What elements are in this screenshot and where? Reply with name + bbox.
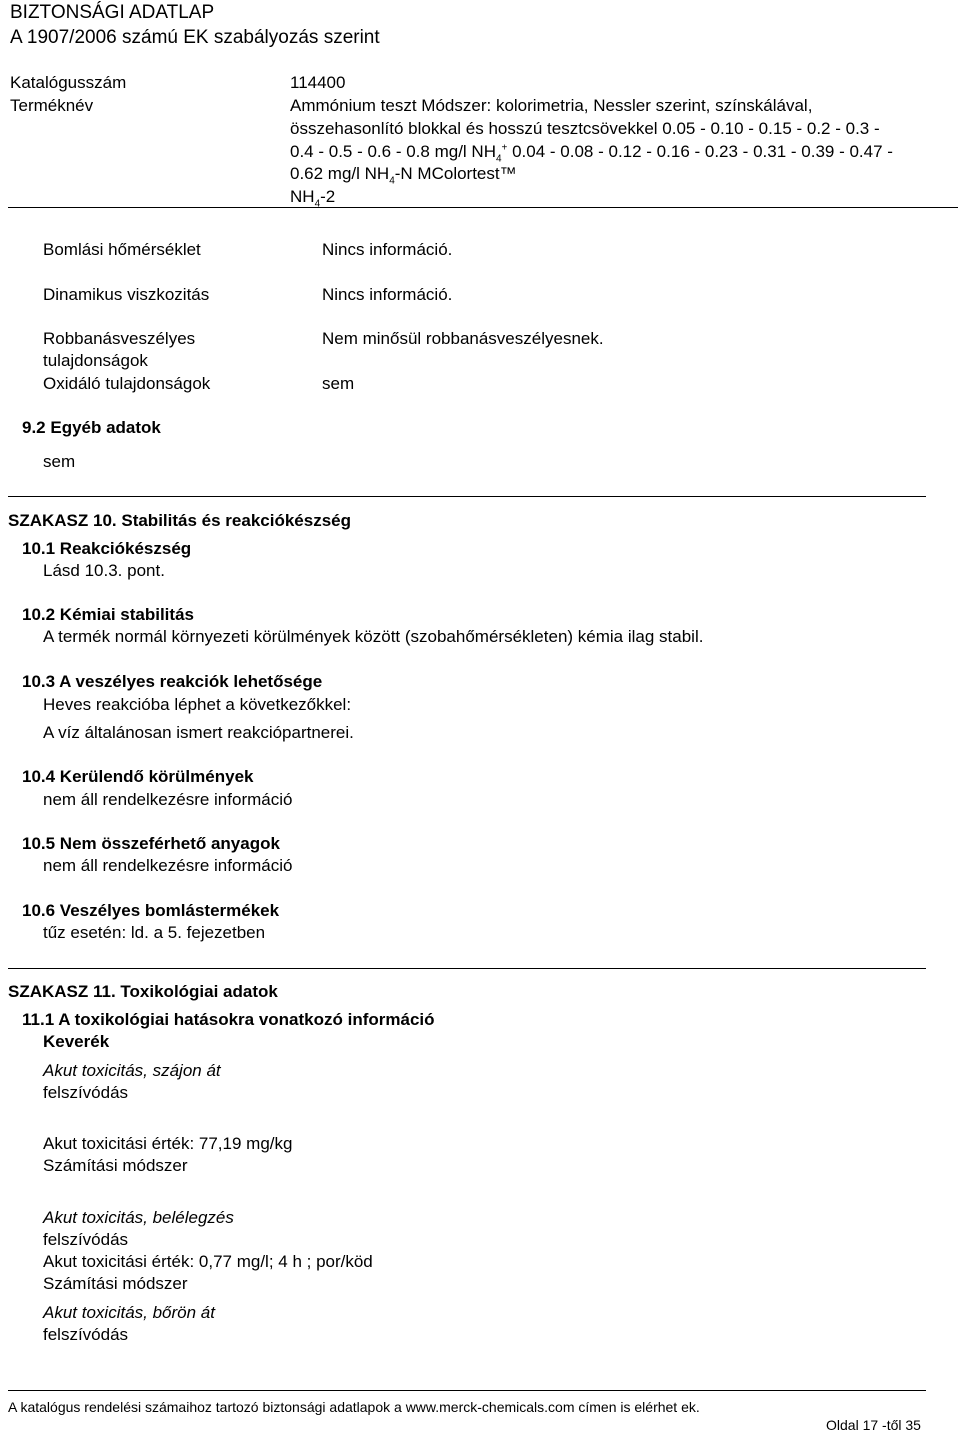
footer-divider [8, 1390, 926, 1391]
subsection-heading: 10.6 Veszélyes bomlástermékek [22, 901, 280, 920]
subsection-heading: 10.4 Kerülendő körülmények [22, 767, 254, 786]
subsection-heading: 10.5 Nem összeférhető anyagok [22, 834, 280, 853]
subsection-text: nem áll rendelkezésre információ [43, 856, 293, 875]
regulation-subtitle: A 1907/2006 számú EK szabályozás szerint [10, 27, 380, 48]
toxicity-method: Számítási módszer [43, 1274, 188, 1293]
toxicity-text: felszívódás [43, 1325, 129, 1344]
subsection-heading: 10.3 A veszélyes reakciók lehetősége [22, 672, 323, 691]
property-label: Dinamikus viszkozitás [43, 285, 210, 304]
section-divider [8, 496, 926, 497]
property-value: sem [322, 374, 355, 393]
property-value: Nincs információ. [322, 240, 453, 259]
toxicity-value: Akut toxicitási érték: 77,19 mg/kg [43, 1134, 293, 1153]
subsection-text: Lásd 10.3. pont. [43, 561, 165, 580]
product-name-line-4: 0.62 mg/l $NH_4-N$ MColortest™ [290, 164, 517, 187]
toxicity-title: Akut toxicitás, szájon át [43, 1061, 221, 1080]
property-value: Nem minősül robbanásveszélyesnek. [322, 329, 604, 348]
section-text: sem [43, 452, 76, 471]
footer-note: A katalógus rendelési számaihoz tartozó biztonsági adatlapok a www.merck-chemicals.com címen is elérhet ek. [8, 1399, 700, 1415]
page-number: Oldal 17 -től 35 [826, 1417, 921, 1433]
subsection-text: tűz esetén: ld. a 5. fejezetben [43, 923, 266, 942]
subsection-text: A termék normál környezeti körülmények között (szobahőmérsékleten) kémia ilag stabil. [43, 627, 704, 646]
toxicity-text: felszívódás [43, 1230, 129, 1249]
catalog-value: 114400 [290, 73, 346, 92]
subsection-heading: 10.1 Reakciókészség [22, 539, 192, 558]
header-divider [8, 207, 958, 208]
subsection-heading: 10.2 Kémiai stabilitás [22, 605, 194, 624]
property-value: Nincs információ. [322, 285, 453, 304]
section-heading: 9.2 Egyéb adatok [22, 418, 161, 437]
property-label: tulajdonságok [43, 351, 148, 370]
section-title: SZAKASZ 10. Stabilitás és reakciókészség [8, 511, 351, 530]
product-name-line-3: 0.4 - 0.5 - 0.6 - 0.8 mg/l $NH_4^+$ 0.04 - 0.08 - 0.12 - 0.16 - 0.23 - 0.31 - 0.39 - 0.47 - [290, 142, 893, 165]
section-title: SZAKASZ 11. Toxikológiai adatok [8, 982, 278, 1001]
toxicity-method: Számítási módszer [43, 1156, 188, 1175]
product-name-line-2: összehasonlító blokkal és hosszú tesztcsövekkel 0.05 - 0.10 - 0.15 - 0.2 - 0.3 - [290, 119, 880, 138]
section-divider [8, 968, 926, 969]
mixture-label: Keverék [43, 1032, 110, 1051]
property-label: Oxidáló tulajdonságok [43, 374, 211, 393]
product-name-line-5: $NH_4-2$ [290, 187, 336, 210]
toxicity-title: Akut toxicitás, bőrön át [43, 1303, 215, 1322]
property-label: Bomlási hőmérséklet [43, 240, 201, 259]
product-name-line-1: Ammónium teszt Módszer: kolorimetria, Nessler szerint, színskálával, [290, 96, 813, 115]
toxicity-value: Akut toxicitási érték: 0,77 mg/l; 4 h ; por/köd [43, 1252, 373, 1271]
subsection-text: A víz általánosan ismert reakciópartnerei. [43, 723, 354, 742]
subsection-heading: 11.1 A toxikológiai hatásokra vonatkozó információ [22, 1010, 435, 1029]
product-label: Terméknév [10, 96, 94, 115]
toxicity-title: Akut toxicitás, belélegzés [43, 1208, 234, 1227]
property-label: Robbanásveszélyes [43, 329, 196, 348]
toxicity-text: felszívódás [43, 1083, 129, 1102]
catalog-label: Katalógusszám [10, 73, 127, 92]
subsection-text: Heves reakcióba léphet a következőkkel: [43, 695, 352, 714]
subsection-text: nem áll rendelkezésre információ [43, 790, 293, 809]
document-title: BIZTONSÁGI ADATLAP [10, 2, 215, 23]
